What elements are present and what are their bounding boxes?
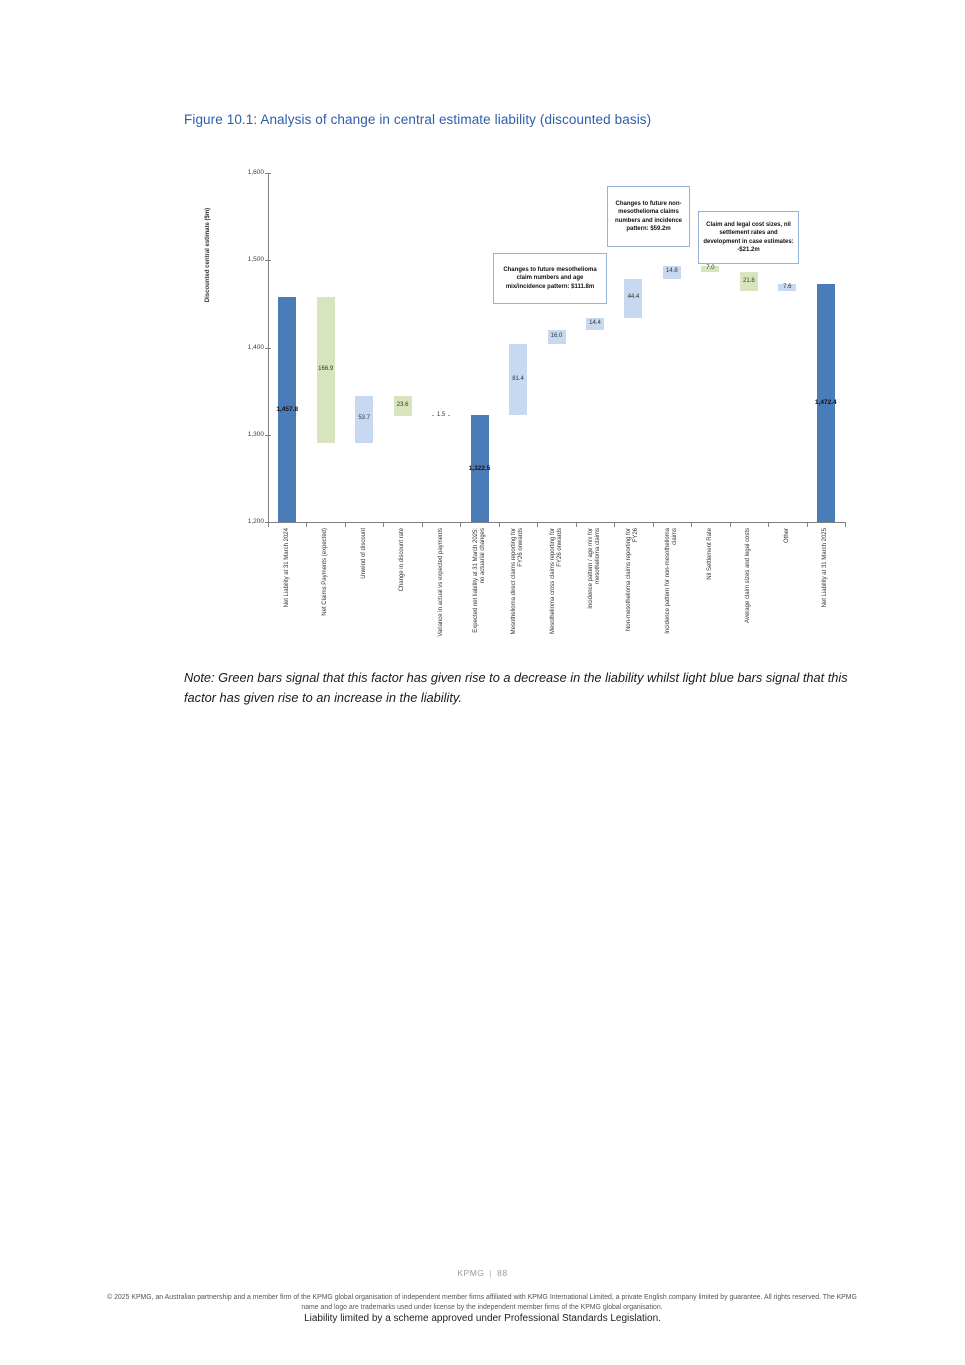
y-axis-tick	[265, 435, 271, 436]
y-axis-tick-label: 1,300	[247, 430, 264, 438]
x-axis-tick	[537, 523, 538, 527]
bar-value-label: 53.7	[358, 415, 370, 422]
bar-value-label: 21.8	[742, 277, 755, 284]
figure-note: Note: Green bars signal that this factor has given rise to a decrease in the liability whilst light blue bars signal that this factor has given rise to an increase in the liability.	[184, 670, 848, 705]
y-axis-tick-label: 1,600	[247, 169, 264, 176]
x-axis-category-label: Expected net liability at 31 March 2025: no actuarial changes	[472, 528, 486, 633]
bar-value-label: 16.0	[550, 333, 563, 340]
x-axis-tick	[614, 523, 615, 527]
waterfall-chart	[0, 0, 965, 680]
figure-title: Figure 10.1: Analysis of change in central estimate liability (discounted basis)	[184, 112, 652, 127]
bar-value-label: 1,322.5	[468, 464, 491, 472]
bar-value-label: 14.8	[666, 268, 678, 275]
x-axis-tick	[807, 523, 808, 527]
y-axis-title: Discounted central estimate ($m)	[205, 207, 211, 303]
bar-value-label: 44.4	[627, 294, 640, 301]
x-axis-category-label: Other	[783, 528, 790, 544]
x-axis-tick	[268, 523, 269, 527]
x-axis-tick	[460, 523, 461, 527]
footer-brand: KPMG	[457, 1268, 485, 1278]
y-axis-tick-label: 1,400	[247, 343, 264, 351]
bar-value-label: 81.4	[512, 375, 524, 382]
bar-value-label: 14.4	[589, 319, 601, 326]
chart-annotation: Changes to future non-mesothelioma claims numbers and incidence pattern: $59.2m	[607, 186, 690, 247]
footer-separator: |	[489, 1268, 493, 1278]
x-axis-tick	[576, 523, 577, 527]
y-axis-tick-label: 1,200	[247, 518, 264, 525]
bar-value-label: 166.9	[318, 365, 334, 372]
x-axis-tick	[383, 523, 384, 527]
y-axis-tick-label: 1,500	[247, 256, 264, 264]
bar-value-label: 1,457.8	[276, 405, 299, 413]
chart-annotation: Changes to future mesothelioma claim numbers and age mix/incidence pattern: $111.8m	[493, 253, 607, 304]
x-axis-category-label: Average claim sizes and legal costs	[745, 528, 752, 623]
x-axis-tick	[730, 523, 731, 527]
footer-copyright: © 2025 KPMG, an Australian partnership and a member firm of the KPMG global organisation of independent member firms affiliated with KPMG International Limited, a private English company limited by guarantee. All rights reserved. The KPMG name and logo are trademarks used under license by the independent member firms of the KPMG global organisation.	[107, 1294, 857, 1312]
x-axis-category-label: Net Liability at 31 March 2024	[283, 528, 290, 608]
bar-value-label: 1.5	[434, 412, 448, 418]
x-axis-category-label: Net Claims Payments (expected)	[322, 528, 329, 616]
x-axis-tick	[691, 523, 692, 527]
chart-annotation: Claim and legal cost sizes, nil settlement rates and development in case estimates: -$21.2m	[698, 211, 799, 264]
x-axis-tick	[422, 523, 423, 527]
x-axis-category-label: Net Liability at 31 March 2025	[822, 528, 829, 608]
x-axis-tick	[845, 523, 846, 527]
x-axis-category-label: Non-mesothelioma claims reporting for FY26	[626, 528, 640, 632]
x-axis-tick	[306, 523, 307, 527]
x-axis-category-label: Variance in actual vs expected payments	[437, 528, 444, 637]
page-footer	[0, 1268, 965, 1278]
bar-value-label: 1,472.4	[814, 399, 837, 407]
footer-liability: Liability limited by a scheme approved under Professional Standards Legislation.	[304, 1313, 661, 1324]
x-axis-category-label: Mesothelioma direct claims reporting for FY26 onwards	[511, 528, 525, 635]
x-axis-tick	[768, 523, 769, 527]
x-axis-category-label: Incidence pattern for non-mesothelioma claims	[664, 528, 679, 634]
x-axis-category-label: Incidence pattern / age mix for mesothelioma claims	[587, 528, 602, 609]
y-axis-tick	[265, 260, 271, 261]
x-axis-category-label: Mesothelioma cross claims reporting for FY26 onwards	[549, 528, 563, 635]
x-axis-tick	[653, 523, 654, 527]
x-axis	[268, 522, 846, 523]
x-axis-tick	[499, 523, 500, 527]
bar-value-label: 23.6	[396, 402, 409, 409]
x-axis-category-label: Change in discount rate	[399, 528, 406, 592]
y-axis-tick	[265, 348, 271, 349]
footer-page-number: 88	[497, 1268, 508, 1278]
x-axis-category-label: Unwind of discount	[360, 528, 367, 579]
x-axis-tick	[345, 523, 346, 527]
bar-value-label: 7.0	[706, 264, 715, 271]
x-axis-category-label: Nil Settlement Rate	[706, 528, 713, 580]
bar-value-label: 7.6	[783, 283, 792, 290]
y-axis-tick	[265, 173, 271, 174]
